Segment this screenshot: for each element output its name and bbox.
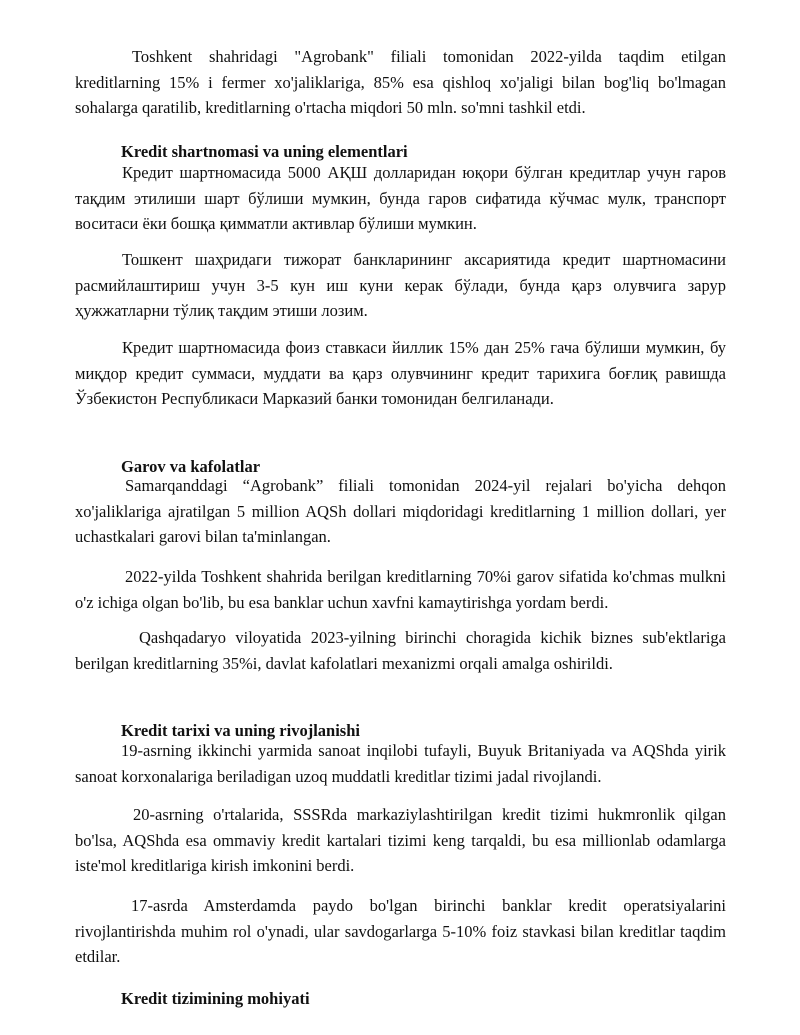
heading-credit-system-essence: Kredit tizimining mohiyati [121, 989, 310, 1008]
heading-credit-history: Kredit tarixi va uning rivojlanishi [121, 721, 360, 740]
paragraph-interest-rate: Кредит шартномасида фоиз ставкаси йиллик 15% дан 25% гача бўлиши мумкин, бу миқдор кредит суммаси, муддати ва қарз олувчининг кредит тарихига боғлиқ равишда Ўзбекистон Республикаси Марказий банки томонидан белгиланади. [75, 338, 726, 408]
paragraph-20th-century: 20-asrning o'rtalarida, SSSRda markaziylashtirilgan kredit tizimi hukmronlik qilgan bo'lsa, AQShda esa ommaviy kredit kartalari tizimi keng tarqaldi, bu esa millionlab odamlarga iste'mol kreditlariga kirish imkonini berdi. [75, 805, 726, 875]
paragraph-19th-century: 19-asrning ikkinchi yarmida sanoat inqilobi tufayli, Buyuk Britaniyada va AQShda yirik sanoat korxonalariga beriladigan uzoq muddatli kreditlar tizimi jadal rivojlandi. [75, 741, 726, 786]
heading-collateral-guarantees: Garov va kafolatlar [121, 457, 261, 476]
paragraph-samarkand-agrobank: Samarqanddagi “Agrobank” filiali tomonidan 2024-yil rejalari bo'yicha dehqon xo'jaliklariga ajratilgan 5 million AQSh dollari miqdoridagi kreditlarning 1 million dollari, yer uchastkalari garovi bilan ta'minlangan. [75, 476, 726, 546]
paragraph-kashkadarya: Qashqadaryo viloyatida 2023-yilning birinchi choragida kichik biznes sub'ektlariga berilgan kreditlarning 35%i, davlat kafolatlari mexanizmi orqali amalga oshirildi. [75, 628, 726, 673]
heading-credit-agreement: Kredit shartnomasi va uning elementlari [121, 142, 408, 161]
paragraph-collateral-requirement: Кредит шартномасида 5000 АҚШ долларидан юқори бўлган кредитлар учун гаров тақдим этилиши шарт бўлиши мумкин, бунда гаров сифатида кўчмас мулк, транспорт воситаси ёки бошқа қимматли активлар бўлиши мумкин. [75, 163, 726, 233]
paragraph-tashkent-2022: 2022-yilda Toshkent shahrida berilgan kreditlarning 70%i garov sifatida ko'chmas mulkni o'z ichiga olgan bo'lib, bu esa banklar uchun xavfni kamaytirishga yordam berdi. [75, 567, 726, 612]
paragraph-agrobank-tashkent: Toshkent shahridagi "Agrobank" filiali tomonidan 2022-yilda taqdim etilgan kreditlarning 15% i fermer xo'jaliklariga, 85% esa qishloq xo'jaligi bilan bog'liq bo'lmagan sohalarga qaratilib, kreditlarning o'rtacha miqdori 50 mln. so'mni tashkil etdi. [75, 47, 726, 117]
paragraph-17th-century: 17-asrda Amsterdamda paydo bo'lgan birinchi banklar kredit operatsiyalarini rivojlantirishda muhim rol o'ynadi, ular savdogarlarga 5-10% foiz stavkasi bilan kreditlar taqdim etdilar. [75, 896, 726, 966]
paragraph-registration-time: Тошкент шаҳридаги тижорат банкларининг аксариятида кредит шартномасини расмийлаштириш учун 3-5 кун иш куни керак бўлади, бунда қарз олувчига зарур ҳужжатларни тўлиқ тақдим этиши лозим. [75, 250, 726, 320]
